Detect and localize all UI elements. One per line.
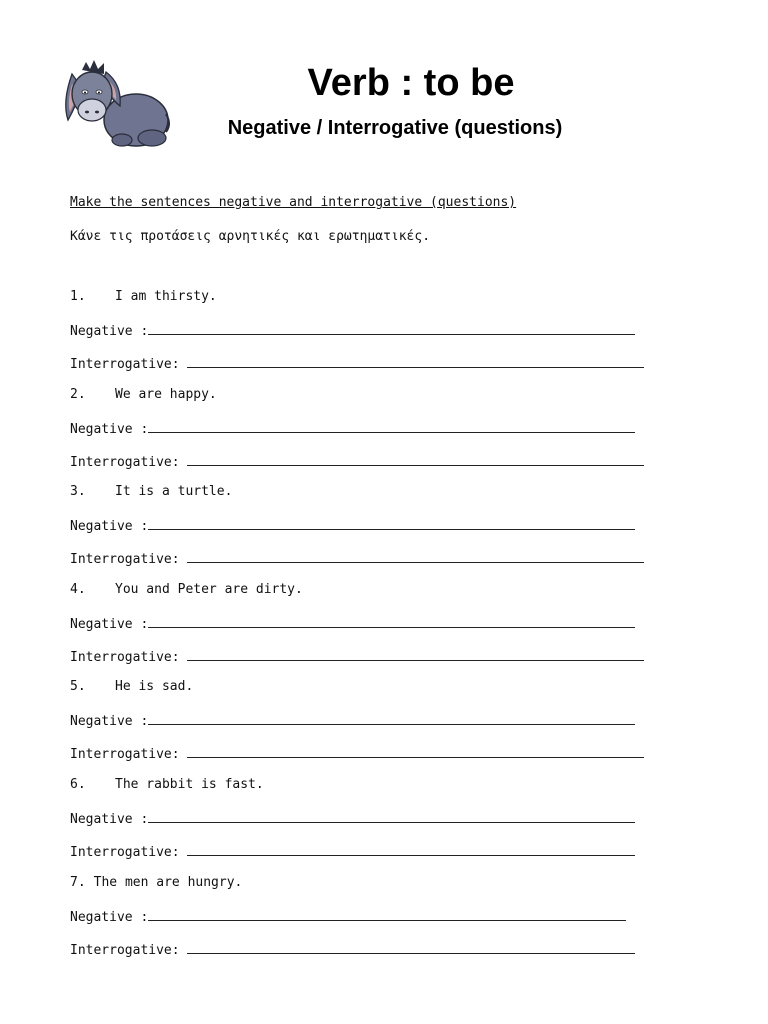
interrogative-label: Interrogative: [70,454,180,470]
question-item [70,288,670,386]
instruction-greek: Κάνε τις προτάσεις αρνητικές και ερωτηματικές. [70,229,431,244]
question-number: 7. [70,874,86,890]
interrogative-answer-field[interactable] [187,451,644,466]
question-sentence [70,288,217,306]
question-sentence [70,483,232,501]
negative-answer-field[interactable] [148,613,635,628]
page-title: Verb : to be [307,62,515,104]
negative-row [70,320,635,338]
interrogative-row [70,548,644,566]
negative-row [70,613,635,631]
interrogative-answer-field[interactable] [187,548,644,563]
interrogative-label: Interrogative: [70,747,180,763]
negative-answer-field[interactable] [148,515,635,530]
question-sentence [70,581,303,599]
negative-label: Negative : [70,909,149,925]
question-item [70,874,670,972]
negative-answer-field[interactable] [148,710,635,725]
question-number: 5. [70,679,86,695]
question-sentence [70,874,242,892]
interrogative-answer-field[interactable] [187,743,644,758]
negative-label: Negative : [70,421,149,437]
question-text: He is sad. [115,679,194,695]
negative-label: Negative : [70,519,149,535]
question-text: You and Peter are dirty. [115,581,303,597]
negative-label: Negative : [70,324,149,339]
interrogative-label: Interrogative: [70,649,180,665]
question-item [70,581,670,679]
interrogative-answer-field[interactable] [187,646,644,661]
interrogative-label: Interrogative: [70,552,180,568]
interrogative-answer-field[interactable] [187,939,635,954]
negative-answer-field[interactable] [148,906,626,921]
question-text: The men are hungry. [93,874,243,890]
instruction-english: Make the sentences negative and interrogative (questions) [70,195,517,210]
negative-answer-field[interactable] [148,320,635,335]
interrogative-label: Interrogative: [70,357,180,372]
negative-label: Negative : [70,811,149,827]
question-sentence [70,776,264,794]
question-sentence [70,386,217,404]
question-text: I am thirsty. [115,289,217,304]
negative-label: Negative : [70,714,149,730]
question-number: 6. [70,776,86,792]
question-number: 1. [70,289,86,304]
interrogative-row [70,743,644,761]
negative-answer-field[interactable] [148,418,635,433]
negative-row [70,515,635,533]
question-item [70,386,670,484]
question-number: 2. [70,386,86,402]
negative-row [70,710,635,728]
negative-row [70,906,626,924]
interrogative-row [70,841,635,859]
negative-answer-field[interactable] [148,808,635,823]
question-item [70,678,670,776]
interrogative-answer-field[interactable] [187,353,644,368]
negative-row [70,418,635,436]
interrogative-label: Interrogative: [70,942,180,958]
interrogative-label: Interrogative: [70,844,180,860]
interrogative-row [70,939,635,957]
interrogative-row [70,353,644,371]
question-item [70,483,670,581]
negative-row [70,808,635,826]
page-subtitle: Negative / Interrogative (questions) [227,117,563,139]
question-number: 3. [70,484,86,500]
question-list [70,288,670,971]
question-sentence [70,678,193,696]
interrogative-answer-field[interactable] [187,841,635,856]
question-text: It is a turtle. [115,484,233,500]
negative-label: Negative : [70,616,149,632]
question-text: We are happy. [115,386,217,402]
interrogative-row [70,451,644,469]
interrogative-row [70,646,644,664]
question-item [70,776,670,874]
question-text: The rabbit is fast. [115,776,264,792]
question-number: 4. [70,581,86,597]
